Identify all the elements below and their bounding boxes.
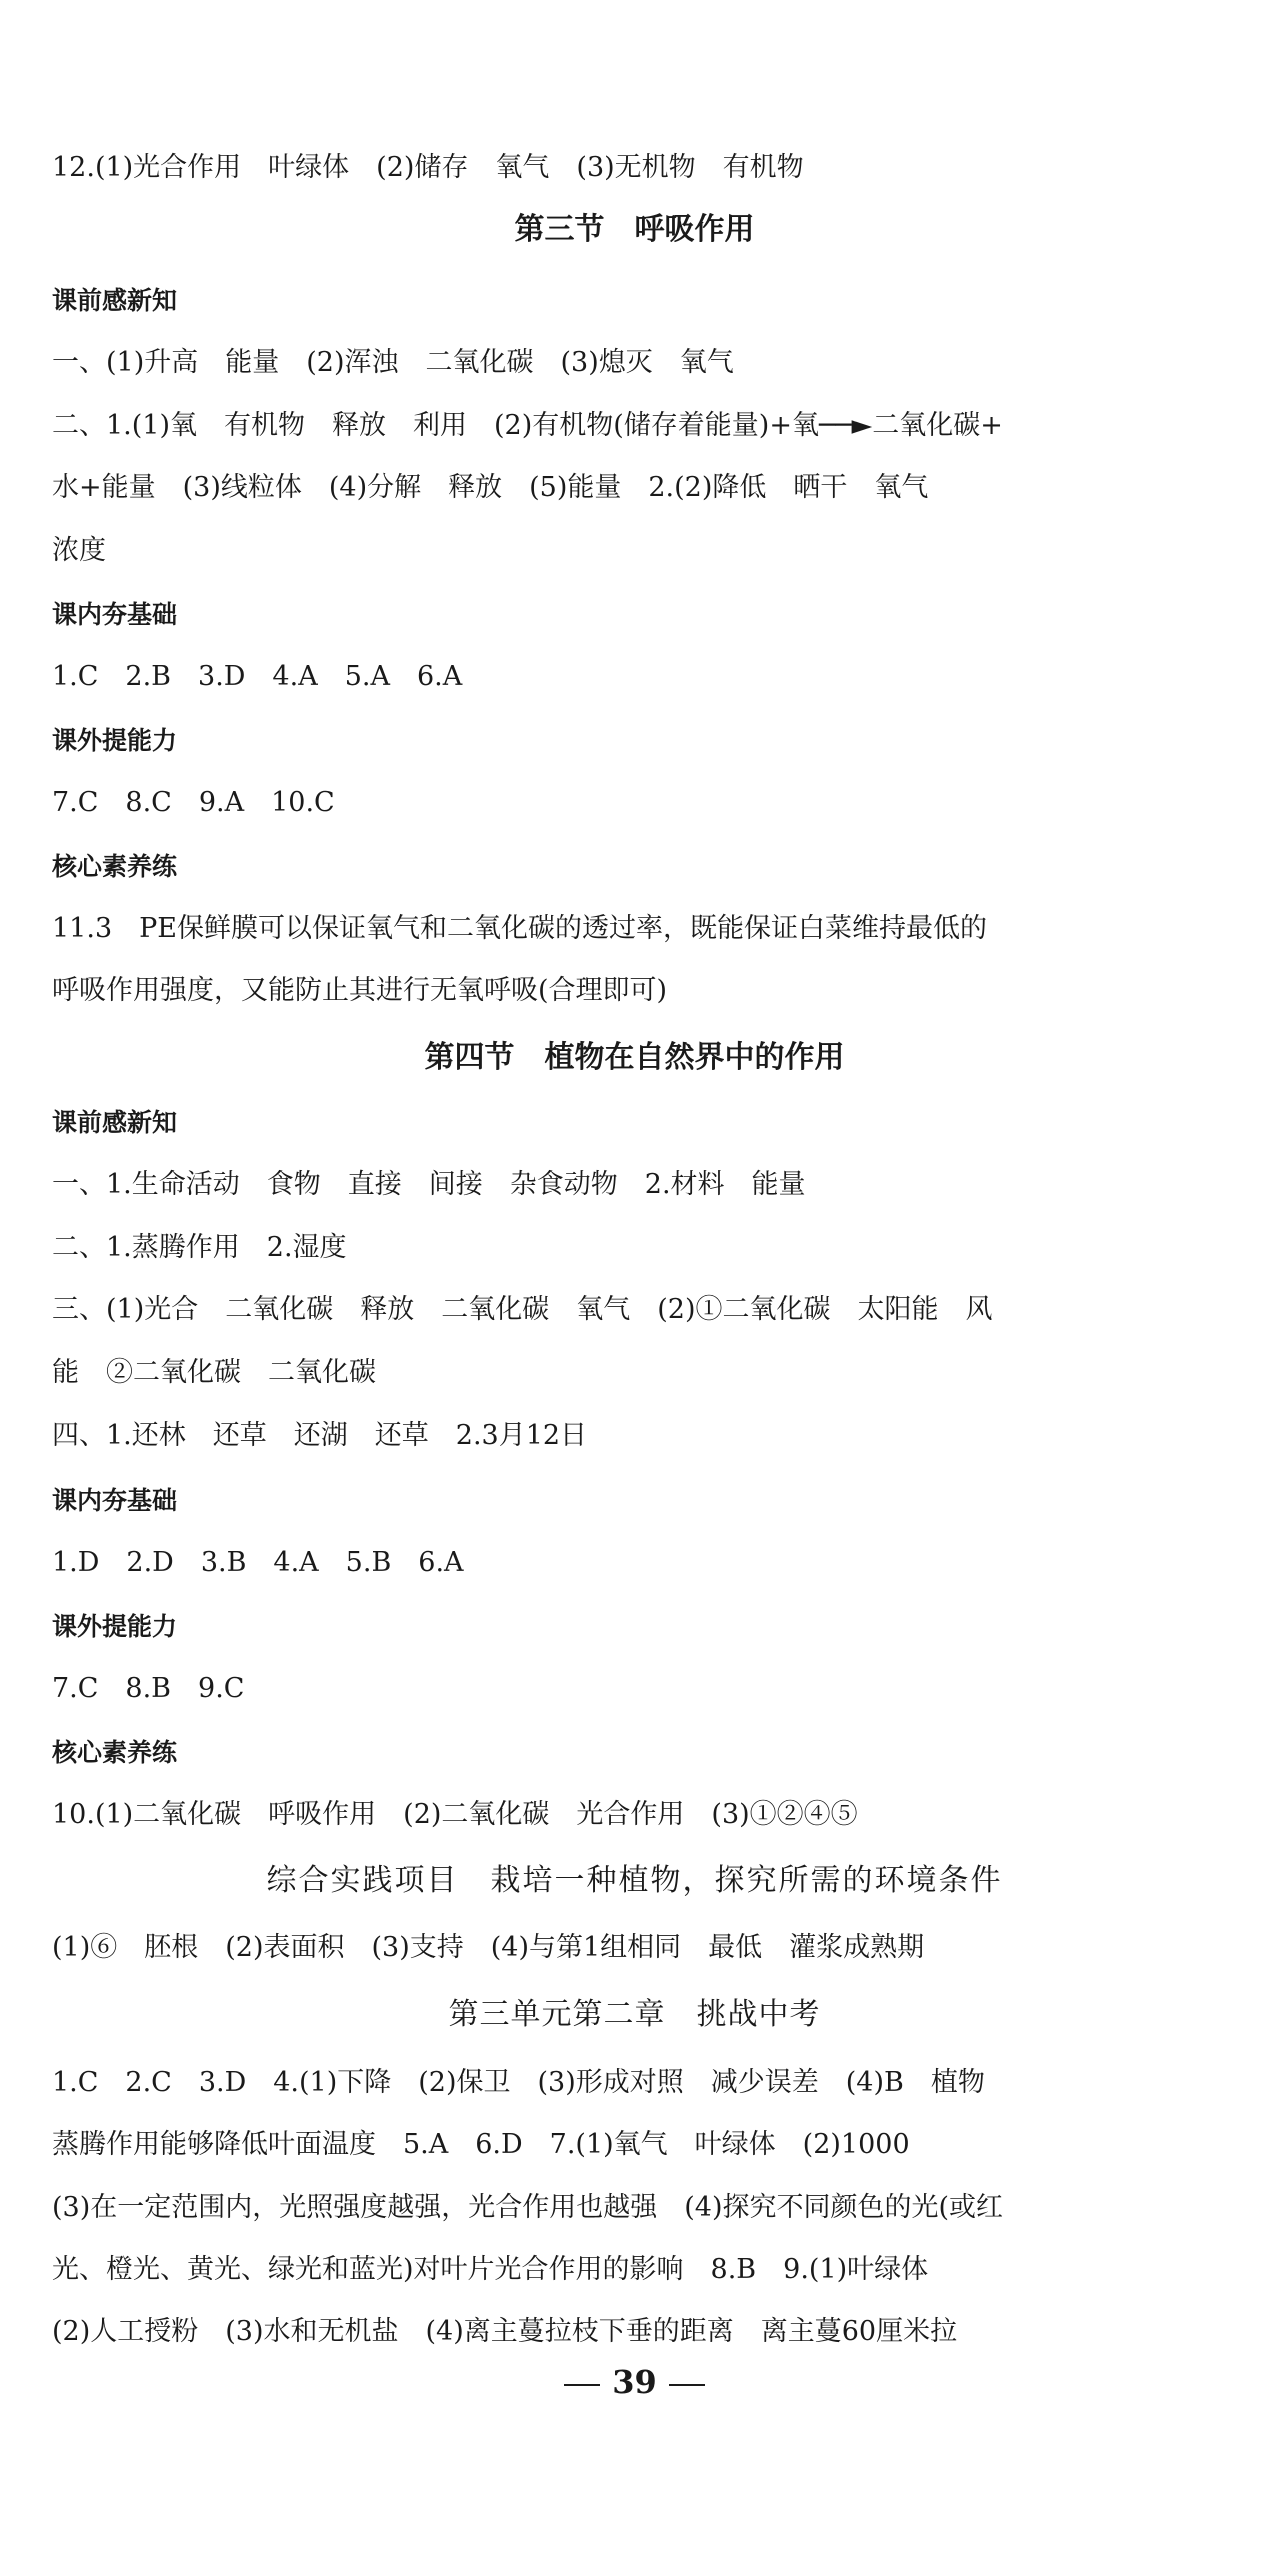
answer-line: 浓度 [52, 535, 106, 566]
section-title-practice-project: 综合实践项目 栽培一种植物，探究所需的环境条件 [266, 1863, 1003, 1898]
answer-line: 10.(1)二氧化碳 呼吸作用 (2)二氧化碳 光合作用 (3)①②④⑤ [52, 1799, 858, 1830]
subhead-pre-class: 课前感新知 [52, 1108, 178, 1137]
answer-line: 一、(1)升高 能量 (2)浑浊 二氧化碳 (3)熄灭 氧气 [52, 347, 734, 378]
answer-line: 二、1.(1)氧 有机物 释放 利用 (2)有机物(储存着能量)+氧──►二氧化碳+ [52, 410, 1003, 441]
answer-line: 7.C 8.C 9.A 10.C [52, 787, 335, 818]
answer-line: 水+能量 (3)线粒体 (4)分解 释放 (5)能量 2.(2)降低 晒干 氧气 [52, 472, 929, 503]
answer-line: 呼吸作用强度，又能防止其进行无氧呼吸(合理即可) [52, 975, 668, 1006]
subhead-core-literacy: 核心素养练 [52, 852, 178, 881]
answer-line: 一、1.生命活动 食物 直接 间接 杂食动物 2.材料 能量 [52, 1169, 806, 1200]
answer-line: 1.C 2.B 3.D 4.A 5.A 6.A [52, 661, 463, 692]
answer-line: 11.3 PE保鲜膜可以保证氧气和二氧化碳的透过率，既能保证白菜维持最低的 [52, 913, 987, 944]
section-title-challenge: 第三单元第二章 挑战中考 [448, 1997, 821, 2032]
subhead-in-class: 课内夯基础 [52, 600, 178, 629]
subhead-after-class: 课外提能力 [52, 726, 178, 755]
page-number-dash-left [564, 2384, 600, 2386]
answer-line: (2)人工授粉 (3)水和无机盐 (4)离主蔓拉枝下垂的距离 离主蔓60厘米拉 [52, 2316, 958, 2347]
answer-line: 1.D 2.D 3.B 4.A 5.B 6.A [52, 1547, 464, 1578]
answer-line: 四、1.还林 还草 还湖 还草 2.3月12日 [52, 1420, 588, 1451]
page-number-value: 39 [612, 2363, 657, 2401]
answer-line: (1)⑥ 胚根 (2)表面积 (3)支持 (4)与第1组相同 最低 灌浆成熟期 [52, 1932, 925, 1963]
answer-line: 光、橙光、黄光、绿光和蓝光)对叶片光合作用的影响 8.B 9.(1)叶绿体 [52, 2254, 929, 2285]
subhead-in-class: 课内夯基础 [52, 1486, 178, 1515]
subhead-core-literacy: 核心素养练 [52, 1738, 178, 1767]
answer-line: 蒸腾作用能够降低叶面温度 5.A 6.D 7.(1)氧气 叶绿体 (2)1000 [52, 2129, 910, 2160]
section-title-plants-in-nature: 第四节 植物在自然界中的作用 [424, 1040, 845, 1075]
page-number [0, 2360, 1269, 2404]
section-title-respiration: 第三节 呼吸作用 [514, 212, 755, 247]
subhead-after-class: 课外提能力 [52, 1612, 178, 1641]
answer-line: (3)在一定范围内，光照强度越强，光合作用也越强 (4)探究不同颜色的光(或红 [52, 2192, 1004, 2223]
answer-line-12: 12.(1)光合作用 叶绿体 (2)储存 氧气 (3)无机物 有机物 [52, 152, 804, 183]
page-number-dash-right [669, 2384, 705, 2386]
answer-line: 二、1.蒸腾作用 2.湿度 [52, 1232, 347, 1263]
answer-line: 1.C 2.C 3.D 4.(1)下降 (2)保卫 (3)形成对照 减少误差 (4)B 植物 [52, 2067, 985, 2098]
subhead-pre-class: 课前感新知 [52, 286, 178, 315]
answer-line: 三、(1)光合 二氧化碳 释放 二氧化碳 氧气 (2)①二氧化碳 太阳能 风 [52, 1294, 993, 1325]
answer-line: 7.C 8.B 9.C [52, 1673, 245, 1704]
answer-line: 能 ②二氧化碳 二氧化碳 [52, 1357, 376, 1388]
